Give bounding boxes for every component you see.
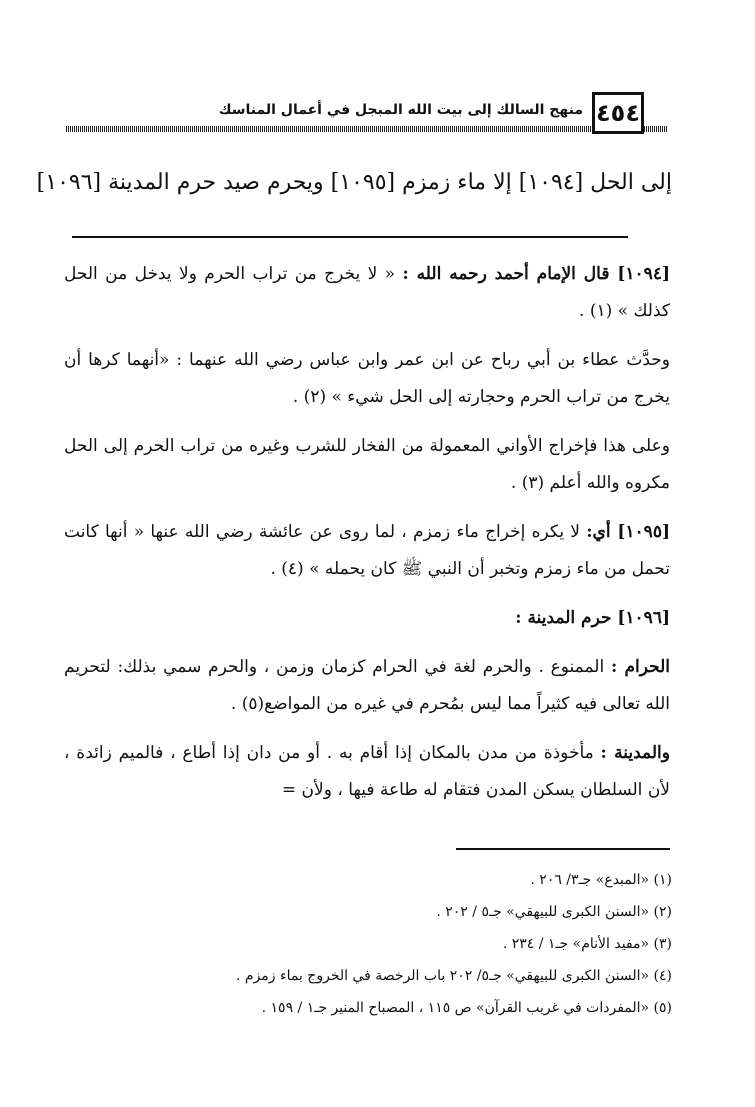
paragraph-text: مأخوذة من مدن بالمكان إذا أقام به . أو من دان إذا أطاع ، فالميم زائدة ، لأن السلطان يسكن المدن فتقام له طاعة فيها ، ولأن = <box>64 743 670 800</box>
footnote: (١) «المبدع» جـ٣/ ٢٠٦ . <box>530 872 672 888</box>
commentary-body <box>64 256 670 821</box>
matn-text: إلى الحل [١٠٩٤] إلا ماء زمزم [١٠٩٥] ويحرم صيد حرم المدينة [١٠٩٦] <box>36 170 672 195</box>
paragraph-lead: [١٠٩٤] قال الإمام أحمد رحمه الله : <box>402 264 670 284</box>
footnote: (٥) «المفردات في غريب القرآن» ص ١١٥ ، المصباح المنير جـ١ / ١٥٩ . <box>261 1000 672 1016</box>
footnotes <box>160 864 672 1024</box>
paragraph-text: « لا يخرج من تراب الحرم ولا يدخل من الحل كذلك » (١) . <box>64 264 670 321</box>
paragraph <box>64 735 670 809</box>
footnote: (٤) «السنن الكبرى للبيهقي» جـ٥/ ٢٠٢ باب الرخصة في الخروج بماء زمزم . <box>236 968 672 984</box>
paragraph <box>64 514 670 588</box>
paragraph-lead: [١٠٩٥] أي: <box>586 522 670 542</box>
paragraph <box>64 428 670 502</box>
paragraph <box>64 649 670 723</box>
header-rule <box>66 126 592 132</box>
paragraph-text: الممنوع . والحرم لغة في الحرام كزمان وزمن ، والحرم سمي بذلك: لتحريم الله تعالى فيه كثيراً مما ليس بمُحرم في غيره من المواضع(٥) . <box>64 657 670 714</box>
paragraph-text: وحدَّث عطاء بن أبي رباح عن ابن عمر وابن عباس رضي الله عنهما : «أنهما كرها أن يخرج من تراب الحرم وحجارته إلى الحل شيء » (٢) . <box>64 350 670 407</box>
paragraph <box>64 342 670 416</box>
running-title: منهج السالك إلى بيت الله المبجل في أعمال المناسك <box>218 102 583 118</box>
header-rule-end <box>644 126 668 132</box>
footnote-divider <box>456 848 670 850</box>
paragraph-lead: [١٠٩٦] حرم المدينة : <box>515 608 670 628</box>
paragraph-lead: والمدينة : <box>600 743 670 763</box>
page-header <box>0 88 755 144</box>
page-number: ٤٥٤ <box>592 92 644 134</box>
paragraph-text: لا يكره إخراج ماء زمزم ، لما روى عن عائشة رضي الله عنها « أنها كانت تحمل من ماء زمزم وتخبر أن النبي ﷺ كان يحمله » (٤) . <box>64 522 670 579</box>
footnote: (٣) «مفيد الأنام» جـ١ / ٢٣٤ . <box>502 936 672 952</box>
paragraph <box>64 256 670 330</box>
paragraph-lead: الحرام : <box>610 657 670 677</box>
footnote: (٢) «السنن الكبرى للبيهقي» جـ٥ / ٢٠٢ . <box>436 904 672 920</box>
paragraph-text: وعلى هذا فإخراج الأواني المعمولة من الفخار للشرب وغيره من تراب الحرم إلى الحل مكروه والله أعلم (٣) . <box>64 436 670 493</box>
paragraph <box>64 600 670 637</box>
matn-divider <box>72 236 628 238</box>
